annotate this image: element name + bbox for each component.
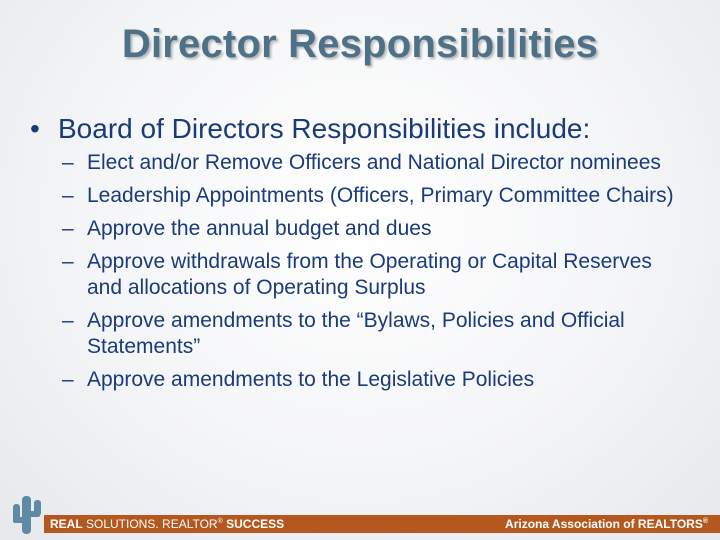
dash-glyph: – (62, 309, 74, 332)
sub-bullet-item (62, 183, 692, 209)
footer-registered-mark: ® (217, 518, 223, 525)
footer-real: REAL (50, 517, 83, 531)
footer-org-name: Arizona Association of REALTORS (505, 517, 703, 531)
sub-bullet-text: Leadership Appointments (Officers, Primary Committee Chairs) (87, 184, 674, 207)
sub-bullet-list (62, 150, 692, 400)
sub-bullet-text: Approve amendments to the “Bylaws, Policies and Official Statements” (87, 309, 625, 358)
sub-bullet-text: Approve withdrawals from the Operating or Capital Reserves and allocations of Operating Surplus (87, 250, 652, 299)
dash-glyph: – (62, 151, 74, 174)
sub-bullet-item (62, 308, 692, 360)
bullet-dot: • (30, 113, 40, 144)
footer-realtor: REALTOR (162, 517, 218, 531)
dash-glyph: – (62, 368, 74, 391)
dash-glyph: – (62, 250, 74, 273)
sub-bullet-item (62, 367, 692, 393)
cactus-logo-icon (10, 492, 44, 534)
footer-organization (505, 517, 708, 531)
main-bullet-text: Board of Directors Responsibilities include: (58, 113, 591, 144)
main-bullet (30, 112, 700, 146)
sub-bullet-item (62, 150, 692, 176)
sub-bullet-text: Approve the annual budget and dues (87, 217, 432, 240)
footer-solutions: SOLUTIONS. (82, 517, 163, 531)
sub-bullet-item (62, 216, 692, 242)
footer-tagline (50, 517, 284, 531)
slide-title: Director Responsibilities (121, 22, 599, 66)
footer-bar (44, 515, 720, 533)
dash-glyph: – (62, 184, 74, 207)
sub-bullet-text: Elect and/or Remove Officers and National Director nominees (87, 151, 661, 174)
sub-bullet-item (62, 249, 692, 301)
sub-bullet-text: Approve amendments to the Legislative Policies (87, 368, 535, 391)
footer-org-registered-mark: ® (702, 518, 708, 525)
footer-success: SUCCESS (222, 517, 285, 531)
dash-glyph: – (62, 217, 74, 240)
